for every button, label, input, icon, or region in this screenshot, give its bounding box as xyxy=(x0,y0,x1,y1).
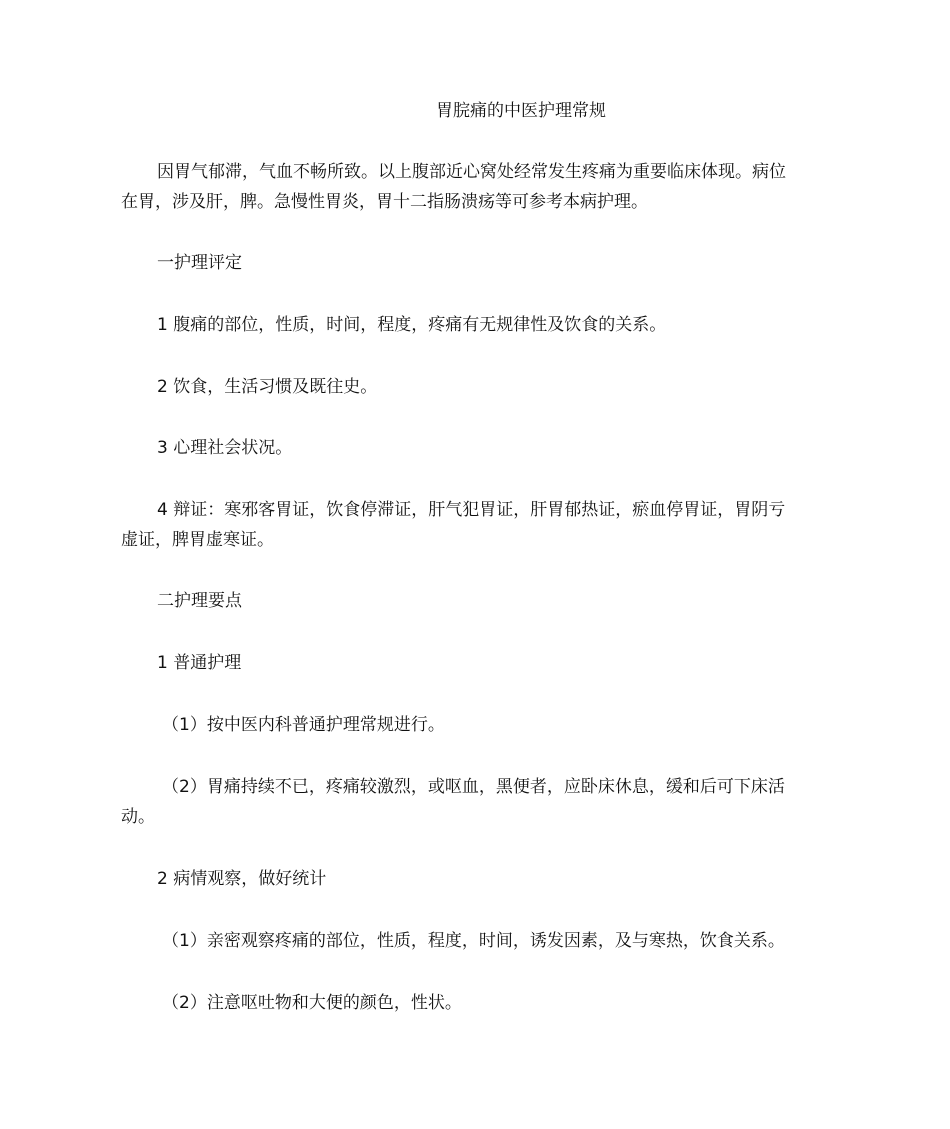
section-2-sub-2-heading: 2 病情观察，做好统计 xyxy=(157,869,327,889)
section-2-heading: 二护理要点 xyxy=(157,591,242,611)
section-2-sub-1-heading: 1 普通护理 xyxy=(157,653,242,673)
section-2-sub-2-item-2: （2）注意呕吐物和大便的颜色，性状。 xyxy=(162,993,462,1013)
section-1-item-4-line-1: 4 辩证：寒邪客胃证，饮食停滞证，肝气犯胃证，肝胃郁热证，瘀血停胃证，胃阴亏 xyxy=(157,500,786,520)
intro-line-1: 因胃气郁滞，气血不畅所致。以上腹部近心窝处经常发生疼痛为重要临床体现。病位 xyxy=(157,162,786,182)
section-1-item-4-line-2: 虚证，脾胃虚寒证。 xyxy=(121,530,274,550)
section-1-item-3: 3 心理社会状况。 xyxy=(157,438,293,458)
section-2-sub-1-item-2-line-2: 动。 xyxy=(121,807,155,827)
section-2-sub-2-item-1: （1）亲密观察疼痛的部位，性质，程度，时间，诱发因素，及与寒热，饮食关系。 xyxy=(162,931,785,951)
section-2-sub-1-item-1: （1）按中医内科普通护理常规进行。 xyxy=(162,715,445,735)
section-1-heading: 一护理评定 xyxy=(157,253,242,273)
section-2-sub-1-item-2-line-1: （2）胃痛持续不已，疼痛较激烈，或呕血，黑便者，应卧床休息，缓和后可下床活 xyxy=(162,777,785,797)
section-1-item-1: 1 腹痛的部位，性质，时间，程度，疼痛有无规律性及饮食的关系。 xyxy=(157,315,667,335)
section-1-item-2: 2 饮食，生活习惯及既往史。 xyxy=(157,377,378,397)
intro-line-2: 在胃，涉及肝，脾。急慢性胃炎，胃十二指肠溃疡等可参考本病护理。 xyxy=(121,192,648,212)
document-title: 胃脘痛的中医护理常规 xyxy=(436,101,606,121)
